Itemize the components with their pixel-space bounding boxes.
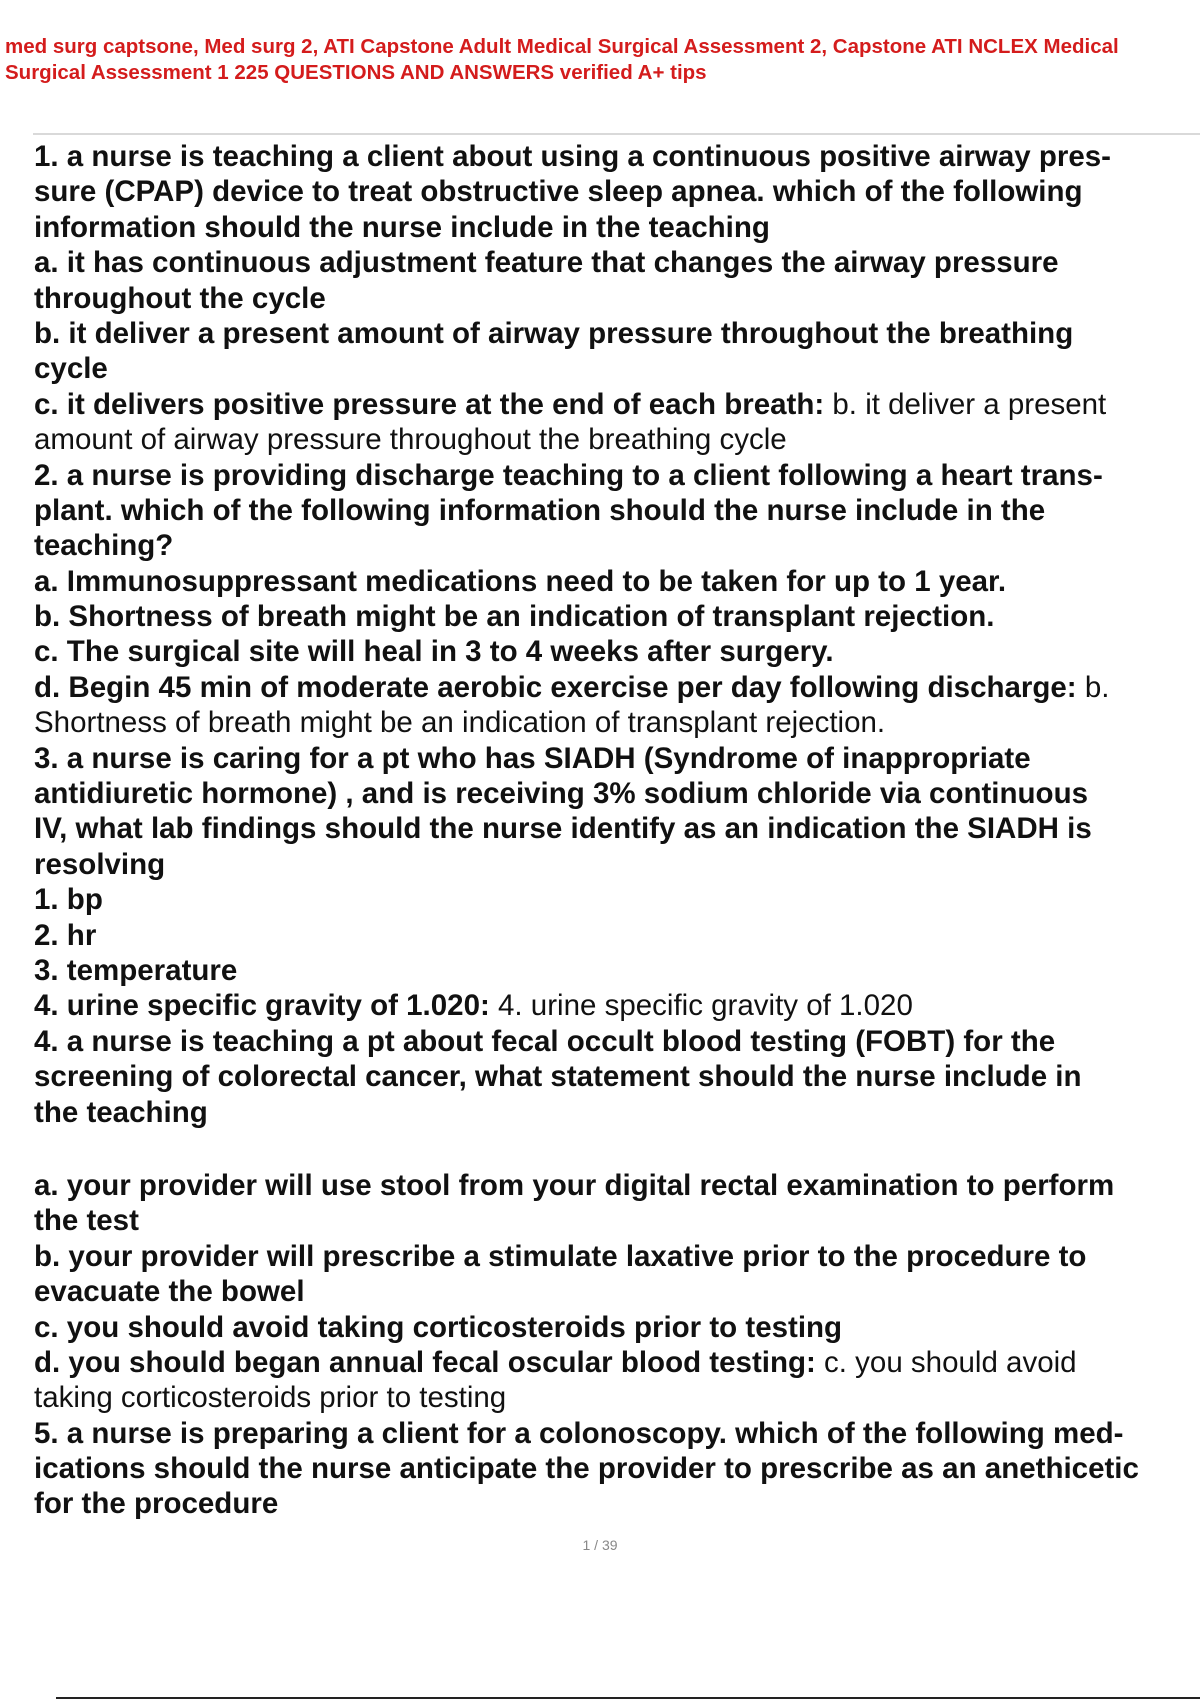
question-text: d. Begin 45 min of moderate aerobic exercise per day following discharge:: [34, 670, 1077, 704]
text-line: [34, 1310, 1200, 1345]
question-text: information should the nurse include in the teaching: [34, 210, 770, 244]
question-text: b. Shortness of breath might be an indication of transplant rejection.: [34, 600, 995, 634]
question-text: the test: [34, 1204, 139, 1238]
text-line: [34, 1416, 1200, 1451]
footer-divider: [56, 1697, 1200, 1699]
text-line: [34, 953, 1200, 988]
text-line: [34, 847, 1200, 882]
text-line: [34, 599, 1200, 634]
text-line: [34, 458, 1200, 493]
question-text: 4. urine specific gravity of 1.020:: [34, 989, 490, 1023]
question-text: a. it has continuous adjustment feature that changes the airway pressure: [34, 246, 1059, 280]
question-text: the teaching: [34, 1095, 208, 1129]
text-line: [34, 528, 1200, 563]
header-line-1: med surg captsone, Med surg 2, ATI Capstone Adult Medical Surgical Assessment 2, Capstone ATI NCLEX Medical: [5, 35, 1119, 58]
text-line: [34, 1380, 1200, 1415]
text-line: [34, 1168, 1200, 1203]
text-line: [34, 564, 1200, 599]
text-line: [34, 1239, 1200, 1274]
text-line: [34, 1024, 1200, 1059]
answer-text: c. you should avoid: [815, 1345, 1077, 1379]
answer-text: Shortness of breath might be an indication of transplant rejection.: [34, 706, 886, 740]
text-line: [34, 988, 1200, 1023]
text-line: [34, 670, 1200, 705]
question-text: d. you should began annual fecal oscular blood testing:: [34, 1345, 816, 1379]
question-text: throughout the cycle: [34, 281, 326, 315]
question-text: b. your provider will prescribe a stimulate laxative prior to the procedure to: [34, 1239, 1087, 1273]
question-text: sure (CPAP) device to treat obstructive sleep apnea. which of the following: [34, 175, 1083, 209]
question-text: c. you should avoid taking corticosteroids prior to testing: [34, 1310, 843, 1344]
answer-text: b. it deliver a present: [824, 387, 1107, 421]
question-text: a. Immunosuppressant medications need to be taken for up to 1 year.: [34, 564, 1007, 598]
text-line: [34, 316, 1200, 351]
question-text: 5. a nurse is preparing a client for a colonoscopy. which of the following med-: [34, 1416, 1124, 1450]
header-divider: [33, 133, 1200, 135]
question-text: cycle: [34, 352, 108, 386]
text-line: [34, 776, 1200, 811]
answer-text: amount of airway pressure throughout the breathing cycle: [34, 423, 787, 457]
question-text: screening of colorectal cancer, what statement should the nurse include in: [34, 1060, 1082, 1094]
text-line: [34, 387, 1200, 422]
text-line: [34, 1345, 1200, 1380]
text-line: [34, 281, 1200, 316]
question-text: a. your provider will use stool from your digital rectal examination to perform: [34, 1168, 1115, 1202]
header-line-2: Surgical Assessment 1 225 QUESTIONS AND ANSWERS verified A+ tips: [5, 61, 707, 84]
question-text: 3. temperature: [34, 953, 238, 987]
text-line: [34, 705, 1200, 740]
question-text: c. it delivers positive pressure at the end of each breath:: [34, 387, 825, 421]
question-text: 2. hr: [34, 918, 97, 952]
question-text: 3. a nurse is caring for a pt who has SIADH (Syndrome of inappropriate: [34, 741, 1031, 775]
text-line: [34, 174, 1200, 209]
question-text: 1. bp: [34, 883, 103, 917]
text-line: [34, 493, 1200, 528]
text-line: [34, 634, 1200, 669]
document-header: [5, 34, 1200, 86]
paragraph-gap: [34, 1130, 1200, 1168]
text-line: [34, 351, 1200, 386]
answer-text: taking corticosteroids prior to testing: [34, 1381, 507, 1415]
question-text: b. it deliver a present amount of airway pressure throughout the breathing: [34, 316, 1074, 350]
text-line: [34, 882, 1200, 917]
question-text: resolving: [34, 847, 166, 881]
question-text: teaching?: [34, 529, 174, 563]
text-line: [34, 245, 1200, 280]
question-text: antidiuretic hormone) , and is receiving 3% sodium chloride via continuous: [34, 777, 1088, 811]
question-text: for the procedure: [34, 1487, 279, 1521]
text-line: [34, 1203, 1200, 1238]
question-text: IV, what lab findings should the nurse identify as an indication the SIADH is: [34, 812, 1092, 846]
text-line: [34, 1274, 1200, 1309]
text-line: [34, 1486, 1200, 1521]
text-line: [34, 1451, 1200, 1486]
question-text: evacuate the bowel: [34, 1275, 305, 1309]
question-text: 4. a nurse is teaching a pt about fecal occult blood testing (FOBT) for the: [34, 1024, 1056, 1058]
question-text: ications should the nurse anticipate the provider to prescribe as an anethicetic: [34, 1452, 1139, 1486]
text-line: [34, 741, 1200, 776]
text-line: [34, 210, 1200, 245]
question-text: 2. a nurse is providing discharge teaching to a client following a heart trans-: [34, 458, 1103, 492]
text-line: [34, 422, 1200, 457]
question-text: 1. a nurse is teaching a client about using a continuous positive airway pres-: [34, 140, 1112, 173]
page-number: 1 / 39: [582, 1537, 618, 1553]
qa-content: [34, 139, 1200, 1522]
answer-text: b.: [1076, 670, 1110, 704]
text-line: [34, 918, 1200, 953]
text-line: [34, 139, 1200, 174]
text-line: [34, 1095, 1200, 1130]
question-text: c. The surgical site will heal in 3 to 4 weeks after surgery.: [34, 635, 834, 669]
answer-text: 4. urine specific gravity of 1.020: [489, 989, 913, 1023]
text-line: [34, 811, 1200, 846]
text-line: [34, 1059, 1200, 1094]
question-text: plant. which of the following information should the nurse include in the: [34, 493, 1046, 527]
